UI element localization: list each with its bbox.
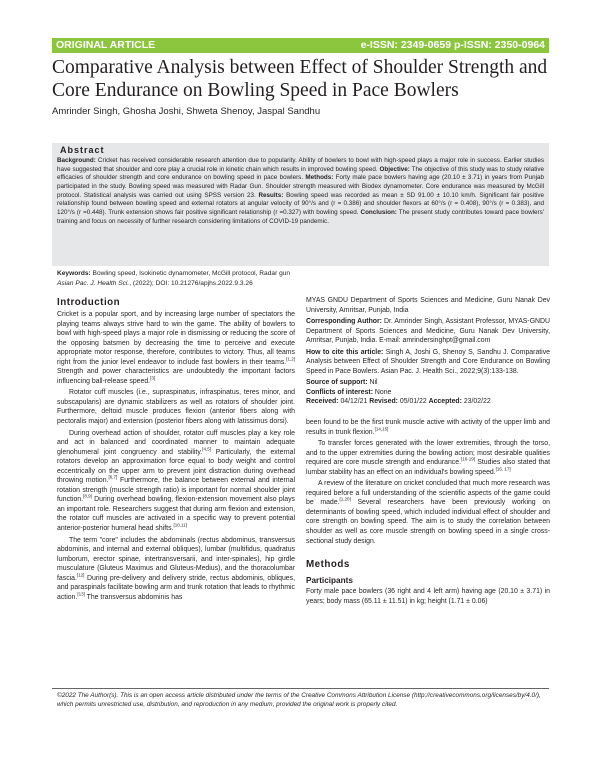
corresponding-text: Dr. Amrinder Singh, Assistant Professor, MYAS-GNDU Department of Sports Sciences and Medicine, Guru Nanak Dev University, Amritsar, Punjab, India. E-mail: amrindersinghpt@gmail.com	[306, 318, 550, 345]
keywords-text: Bowling speed, Isokinetic dynamometer, McGill protocol, Radar gun	[90, 270, 291, 277]
footer-divider	[52, 688, 549, 689]
objective-text: The objective of this study was to study relative efficacies of shoulder strength and core endurance on bowling speed in pace bowlers.	[57, 165, 545, 182]
intro-p1-end: Strength and power characteristics are undoubtedly the important factors influencing ball-release speed.	[57, 368, 295, 385]
issn-label: e-ISSN: 2349-0659 p-ISSN: 2350-0964	[360, 39, 545, 51]
conflicts-of-interest	[306, 388, 550, 398]
support-text: Nil	[367, 379, 378, 387]
ref: [6,7]	[108, 475, 118, 480]
cite-text: Singh A, Joshi G, Shenoy S, Sandhu J. Comparative Analysis between Effect of Shoulder Strength and Core Endurance on Bowling Speed in Pace Bowlers. Asian Pac. J. Health Sci., 2022;9(3):133-138.	[306, 348, 550, 375]
revised-date: 05/01/22	[397, 398, 429, 406]
conflicts-label: Conflicts of interest:	[306, 388, 373, 396]
conclusion-text: The present study contributes toward pace bowlers' training and focus on necessity of further research considering limitations of COVID-19 pandemic.	[57, 208, 544, 225]
intro-paragraph	[57, 429, 295, 534]
results-text: Bowling speed was recorded as mean ± SD 91.00 ± 10.10 km/h. Significant fair positive relationship found between bowling speed and external rotators at angular velocity of 90°/s and (r = 0.386) and shoulder flexors at 60°/s (r = 0.408), 90°/s (r = 0.383), and 120°/s (r =0.448). Trunk extension shows fair positive significant relationship (r =0.327) with bowling speed.	[57, 191, 544, 216]
ref: [4,5]	[202, 446, 211, 452]
intro-p3-text: During overhead action of shoulder, rotator cuff muscles play a key role and act in balanced and coordinated manner to maintain adequate glenohumeral joint congruency and stability.	[57, 429, 295, 456]
intro-paragraph: Rotator cuff muscles (i.e., supraspinatus, infraspinatus, teres minor, and subscapularis) are dynamic stabilizers as well as rotators of shoulder joint. Furthermore, deltoid muscle produces flexion (anterior fibers along with pectoralis major) and extension (posterior fibers along with latissimus dorsi).	[57, 389, 295, 426]
dates-line	[306, 397, 550, 407]
corresponding-label: Corresponding Author:	[306, 318, 382, 326]
right-p2-b: Studies also stated that lumbar stability has an effect on an individual's bowling speed.	[306, 459, 550, 476]
body-paragraph	[306, 479, 550, 546]
intro-p4-c: The transversus abdominis has	[84, 593, 183, 601]
article-info	[306, 296, 550, 407]
intro-paragraph	[57, 310, 295, 386]
article-title: Comparative Analysis between Effect of Shoulder Strength and Core Endurance on Bowling Speed in Pace Bowlers	[52, 57, 548, 101]
conclusion-label: Conclusion:	[360, 208, 397, 216]
ref: [16, 17]	[495, 466, 511, 472]
affiliation-text: MYAS GNDU Department of Sports Sciences and Medicine, Guru Nanak Dev University, Amritsar, Punjab, India	[306, 297, 550, 314]
revised-label: Revised:	[369, 398, 398, 406]
abstract-box	[52, 143, 549, 266]
accepted-label: Accepted:	[428, 398, 462, 406]
keywords-label: Keywords:	[57, 270, 91, 277]
participants-text: Forty male pace bowlers (36 right and 4 left arm) having age (20.10 ± 3.71) in years; body mass (65.11 ± 11.51) in kg; height (1.71 ± 0.06)	[306, 588, 550, 605]
received-label: Received:	[306, 398, 339, 406]
intro-p4-b: During pre-delivery and delivery stride, rectus abdominis, obliques, and paraspinals facilitate bowling arm and trunk rotation that leads to rhythmic action.	[57, 574, 295, 601]
methods-heading: Methods	[306, 559, 350, 571]
intro-p3-b: Particularly, the external rotators develop an approximation force equal to body weight and control eccentrically on the upper arm to prevent joint distraction during overhead throwing motion.	[57, 448, 295, 485]
ref: [3]	[150, 375, 156, 381]
source-of-support	[306, 378, 550, 388]
header-bar	[52, 38, 549, 53]
results-label: Results:	[258, 191, 284, 199]
methods-text: Forty male pace bowlers having age (20.10 ± 3.71) in years from Punjab participated in the study. Bowling speed was measured with Radar Gun. Shoulder strength measured with Biodex dynamometer. Core endurance was measured by McGill protocol. Statistical analysis was carried out using SPSS version 23.	[57, 174, 544, 199]
right-p3-b: Several researchers have been previously working on determinants of bowling speed, which included individual effect of shoulder and core strength on bowling speed. The aim is to study the correlation between shoulder as well as core muscle strength on bowling speed in a single cross-sectional study design.	[306, 499, 550, 545]
background-label: Background:	[57, 157, 96, 164]
conflicts-text: None	[373, 388, 392, 396]
abstract-heading: Abstract	[60, 145, 105, 155]
right-column	[306, 418, 550, 608]
ref: [1,2]	[286, 356, 295, 362]
methods-label: Methods:	[305, 174, 334, 182]
background-text: Cricket has received considerable research attention due to popularity. Ability of bowlers to bowl with high-speed plays a major role in success. Earlier studies have suggested that shoulder and core play a crucial role in kinetic chain which results in improved bowling speed.	[57, 157, 544, 173]
body-paragraph	[306, 418, 550, 437]
intro-paragraph	[57, 536, 295, 603]
cite-label: How to cite this article:	[306, 348, 384, 356]
intro-p1-text: Cricket is a popular sport, and by increasing large number of spectators the playing teams always strive hard to win the game. The ability of bowlers to bowl with high-speed plays a major role in dismissing or reducing the score of the opposing batsmen by decreasing the time to perceive and execute appropriate motor response, therefore, contributes to victory. Thus, all teams right from the junior level endeavor to include fast bowlers in their teams.	[57, 311, 295, 366]
corresponding-author	[306, 317, 550, 346]
ref: [1,20]	[339, 497, 351, 503]
intro-p4-text: The term "core" includes the abdominals (rectus abdominus, transversus abdominis, and internal and external obliques), lumbar (multifidus, quadratus lumborum, erector spinae, intertransversarii, and inter-spinales), hip girdle musculature (Gluteus Maximus and Gluteus-Medius), and the thoracolumbar fascia.	[57, 536, 295, 582]
citation-line	[57, 279, 253, 288]
support-label: Source of support:	[306, 379, 368, 387]
intro-p3-c: Furthermore, the balance between external and internal rotation strength (muscle strength ratio) is important for normal shoulder joint function.	[57, 477, 296, 504]
right-p2-text: To transfer forces generated with the lower extremities, through the torso, and to the upper extremities during the bowling action; most desirable qualities required are core muscle strength and endurance.	[306, 440, 550, 467]
license-text: ©2022 The Author(s). This is an open access article distributed under the terms of the Creative Commons Attribution License (http://creativecommons.org/licenses/by/4.0/), which permits unrestricted use, distribution, and reproduction in any medium, provided the original work is properly cited.	[57, 692, 541, 708]
participants-heading: Participants	[306, 576, 353, 586]
right-p1-text: been found to be the first trunk muscle active with activity of the upper limb and results in trunk flexion.	[306, 419, 550, 436]
ref: [14,15]	[374, 426, 389, 432]
left-column	[57, 296, 295, 604]
objective-label: Objective:	[379, 165, 410, 173]
accepted-date: 23/02/22	[461, 398, 491, 406]
received-date: 04/12/21	[338, 398, 370, 406]
doi-text: , (2022); DOI: 10.21276/apjhs.2022.9.3.26	[129, 280, 253, 287]
right-p3-text: A review of the literature on cricket concluded that much more research was required before a full understanding of the scientific aspects of the game could be made.	[306, 480, 550, 507]
ref: [10,11]	[173, 522, 187, 528]
body-paragraph	[306, 439, 550, 477]
ref: [8,9]	[83, 494, 92, 500]
keywords-line	[57, 269, 290, 278]
ref: [13]	[77, 591, 85, 597]
section-label: ORIGINAL ARTICLE	[56, 39, 156, 51]
introduction-heading: Introduction	[57, 297, 121, 308]
journal-name: Asian Pac. J. Health Sci.	[57, 280, 130, 287]
ref: [16-19]	[461, 456, 476, 462]
article-authors: Amrinder Singh, Ghosha Joshi, Shweta Shenoy, Jaspal Sandhu	[52, 106, 321, 117]
intro-p3-d: During overhead bowling, flexion-extension movement also plays an important role. Researchers suggest that during arm flexion and extension, the rotator cuff muscles are activated in a specific way to prevent potential anterior-posterior humeral head shifts.	[57, 496, 295, 533]
how-to-cite	[306, 348, 550, 377]
abstract-text	[57, 157, 544, 226]
ref: [12]	[76, 572, 85, 578]
